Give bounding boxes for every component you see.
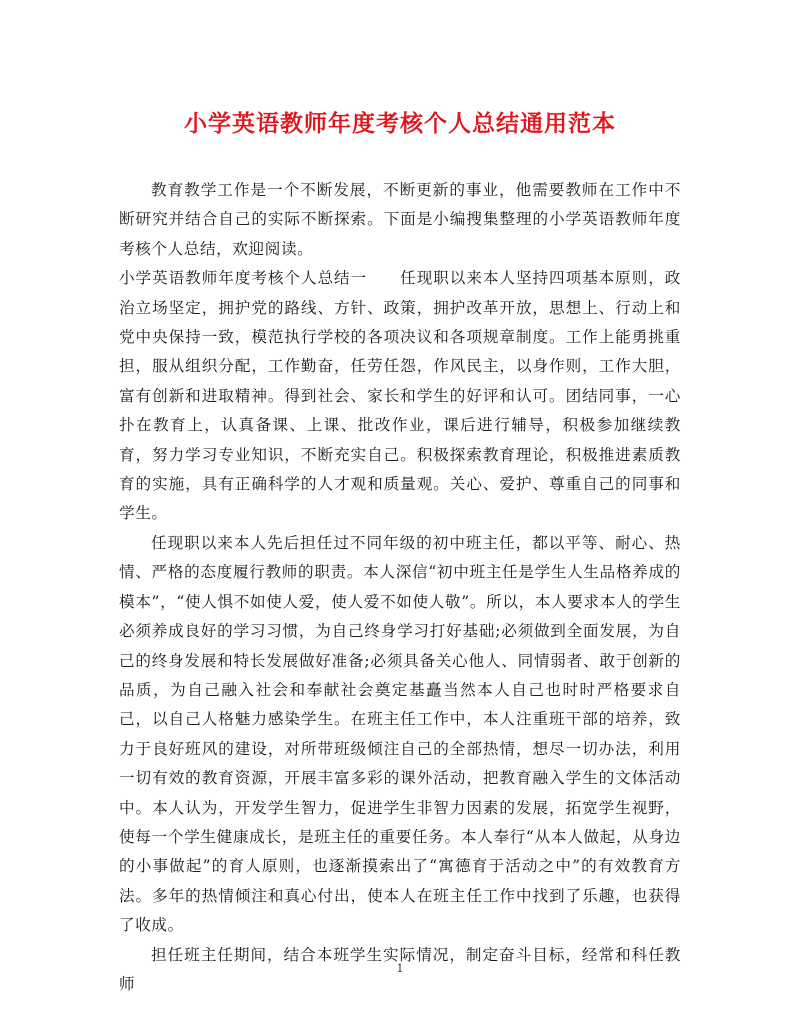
continuation-paragraph: 担任班主任期间，结合本班学生实际情况，制定奋斗目标，经常和科任教师 — [119, 945, 681, 993]
intro-paragraph: 教育教学工作是一个不断发展，不断更新的事业，他需要教师在工作中不断研究并结合自己的实际不断探索。下面是小编搜集整理的小学英语教师年度考核个人总结，欢迎阅读。 — [119, 181, 681, 258]
document-body — [119, 176, 681, 999]
document-title: 小学英语教师年度考核个人总结通用范本 — [184, 110, 616, 137]
page-number: 1 — [396, 962, 404, 975]
class-teacher-paragraph: 任现职以来本人先后担任过不同年级的初中班主任，都以平等、耐心、热情、严格的态度履行教师的职责。本人深信“初中班主任是学生人生品格养成的模本”，“使人惧不如使人爱，使人爱不如使人敬”。所以，本人要求本人的学生必须养成良好的学习习惯，为自己终身学习打好基础;必须做到全面发展，为自己的终身发展和特长发展做好准备;必须具备关心他人、同情弱者、敢于创新的品质，为自己融入社会和奉献社会奠定基矗当然本人自己也时时严格要求自己，以自己人格魅力感染学生。在班主任工作中，本人注重班干部的培养，致力于良好班风的建设，对所带班级倾注自己的全部热情，想尽一切办法，利用一切有效的教育资源，开展丰富多彩的课外活动，把教育融入学生的文体活动中。本人认为，开发学生智力，促进学生非智力因素的发展，拓宽学生视野，使每一个学生健康成长，是班主任的重要任务。本人奉行“从本人做起，从身边的小事做起”的育人原则，也逐渐摸索出了“寓德育于活动之中”的有效教育方法。多年的热情倾注和真心付出，使本人在班主任工作中找到了乐趣，也获得了收成。 — [119, 533, 681, 935]
section-one-paragraph: 小学英语教师年度考核个人总结一 任现职以来本人坚持四项基本原则，政治立场坚定，拥护党的路线、方针、政策，拥护改革开放，思想上、行动上和党中央保持一致，模范执行学校的各项决议和各项规章制度。工作上能勇挑重担，服从组织分配，工作勤奋，任劳任怨，作风民主，以身作则，工作大胆，富有创新和进取精神。得到社会、家长和学生的好评和认可。团结同事，一心扑在教育上，认真备课、上课、批改作业，课后进行辅导，积极参加继续教育，努力学习专业知识，不断充实自己。积极探索教育理论，积极推进素质教育的实施，具有正确科学的人才观和质量观。关心、爱护、尊重自己的同事和学生。 — [119, 269, 681, 523]
